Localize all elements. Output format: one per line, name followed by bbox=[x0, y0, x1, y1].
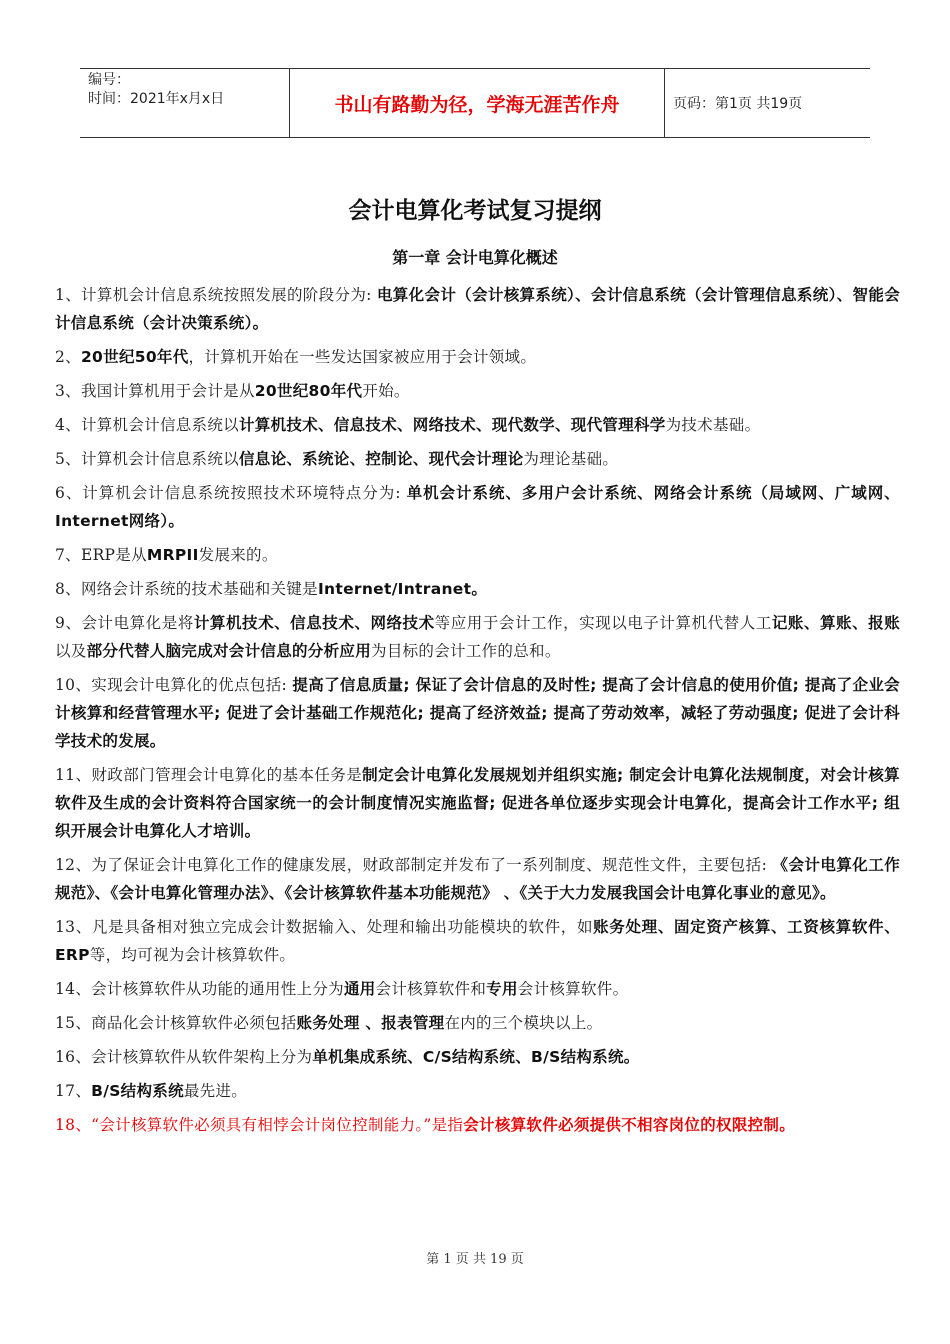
text: 发展来的。 bbox=[198, 546, 278, 564]
outline-item bbox=[55, 541, 900, 569]
bold-text: 账务处理、固定资产核算、工资核算软件、ERP bbox=[55, 918, 900, 964]
text: 14、会计核算软件从功能的通用性上分为 bbox=[55, 980, 344, 998]
outline-item bbox=[55, 281, 900, 337]
text: 9、会计电算化是将 bbox=[55, 614, 194, 632]
bold-text: 计算机技术、信息技术、网络技术 bbox=[193, 614, 435, 632]
text: 等应用于会计工作，实现以电子计算机代替人工 bbox=[434, 614, 772, 632]
outline-item bbox=[55, 445, 900, 473]
outline-item bbox=[55, 975, 900, 1003]
bold-text: 会计核算软件必须提供不相容岗位的权限控制。 bbox=[463, 1116, 796, 1134]
bold-text: 专用 bbox=[486, 980, 518, 998]
bold-text: 计算机技术、信息技术、网络技术、现代数学、现代管理科学 bbox=[238, 416, 666, 434]
text: 18、“会计核算软件必须具有相悖会计岗位控制能力。”是指 bbox=[55, 1116, 464, 1134]
text: 13、凡是具备相对独立完成会计数据输入、处理和输出功能模块的软件，如 bbox=[55, 918, 594, 936]
number-label: 编号： bbox=[88, 72, 130, 88]
text: 等，均可视为会计核算软件。 bbox=[89, 946, 296, 964]
outline-item bbox=[55, 411, 900, 439]
text: 在内的三个模块以上。 bbox=[444, 1014, 603, 1032]
bold-text: 记账、算账、报账 bbox=[771, 614, 900, 632]
outline-item bbox=[55, 851, 900, 907]
text: 会计核算软件。 bbox=[517, 980, 629, 998]
text: ，计算机开始在一些发达国家被应用于会计领域。 bbox=[188, 348, 537, 366]
outline-item bbox=[55, 671, 900, 755]
bold-text: Internet/Intranet。 bbox=[317, 580, 488, 598]
bold-text: 单机会计系统、多用户会计系统、网络会计系统（局域网、广域网、Internet网络）。 bbox=[55, 484, 900, 530]
date-label: 时间：2021年x月x日 bbox=[88, 91, 225, 107]
outline-item bbox=[55, 609, 900, 665]
bold-text: B/S结构系统 bbox=[91, 1082, 184, 1100]
text: 5、计算机会计信息系统以 bbox=[55, 450, 239, 468]
text: 17、 bbox=[55, 1082, 92, 1100]
bold-text: 制定会计电算化发展规划并组织实施; 制定会计电算化法规制度，对会计核算软件及生成的会计资料符合国家统一的会计制度情况实施监督; 促进各单位逐步实现会计电算化，提高会计工作水平; 组织开展会计电算化人才培训。 bbox=[55, 766, 900, 840]
page-footer: 第 1 页 共 19 页 bbox=[426, 1252, 524, 1267]
header-meta-cell bbox=[80, 69, 289, 137]
bold-text: MRPII bbox=[146, 546, 199, 564]
text: 为目标的会计工作的总和。 bbox=[371, 642, 561, 660]
bold-text: 电算化会计（会计核算系统）、会计信息系统（会计管理信息系统）、智能会计信息系统（会计决策系统）。 bbox=[55, 286, 900, 332]
bold-text: 提高了信息质量; 保证了会计信息的及时性; 提高了会计信息的使用价值; 提高了企业会计核算和经营管理水平; 促进了会计基础工作规范化; 提高了经济效益; 提高了劳动效率，减轻了劳动强度; 促进了会计科学技术的发展。 bbox=[55, 676, 900, 750]
bold-text: 《会计电算化工作规范》、《会计电算化管理办法》、《会计核算软件基本功能规范》 、《关于大力发展我国会计电算化事业的意见》。 bbox=[55, 856, 900, 902]
outline-item bbox=[55, 1043, 900, 1071]
text: 12、为了保证会计电算化工作的健康发展，财政部制定并发布了一系列制度、规范性文件，主要包括: bbox=[55, 856, 773, 874]
chapter-heading: 第一章 会计电算化概述 bbox=[392, 248, 558, 267]
outline-item bbox=[55, 575, 900, 603]
text: 15、商品化会计核算软件必须包括 bbox=[55, 1014, 297, 1032]
text: 最先进。 bbox=[183, 1082, 248, 1100]
outline-item bbox=[55, 1111, 900, 1139]
text: 6、计算机会计信息系统按照技术环境特点分为: bbox=[55, 484, 407, 502]
outline-body bbox=[55, 281, 900, 1145]
bold-text: 信息论、系统论、控制论、现代会计理论 bbox=[238, 450, 524, 468]
document-title: 会计电算化考试复习提纲 bbox=[348, 198, 602, 224]
text: 8、网络会计系统的技术基础和关键是 bbox=[55, 580, 318, 598]
text: 10、实现会计电算化的优点包括: bbox=[55, 676, 293, 694]
text: 11、财政部门管理会计电算化的基本任务是 bbox=[55, 766, 363, 784]
text: 7、ERP是从 bbox=[55, 546, 147, 564]
text: 2、 bbox=[55, 348, 81, 366]
bold-text: 部分代替人脑完成对会计信息的分析应用 bbox=[86, 642, 372, 660]
text: 开始。 bbox=[362, 382, 410, 400]
text: 16、会计核算软件从软件架构上分为 bbox=[55, 1048, 313, 1066]
outline-item bbox=[55, 1077, 900, 1105]
text: 3、我国计算机用于会计是从 bbox=[55, 382, 255, 400]
bold-text: 20世纪50年代 bbox=[80, 348, 189, 366]
outline-item bbox=[55, 343, 900, 371]
outline-item bbox=[55, 761, 900, 845]
bold-text: 单机集成系统、C/S结构系统、B/S结构系统。 bbox=[312, 1048, 640, 1066]
bold-text: 账务处理 、报表管理 bbox=[296, 1014, 445, 1032]
page-info: 页码：第1页 共19页 bbox=[673, 96, 803, 112]
bold-text: 20世纪80年代 bbox=[254, 382, 363, 400]
text: 以及 bbox=[55, 642, 87, 660]
motto: 书山有路勤为径，学海无涯苦作舟 bbox=[289, 69, 665, 137]
text: 为技术基础。 bbox=[665, 416, 761, 434]
header-table bbox=[80, 68, 870, 138]
text: 为理论基础。 bbox=[523, 450, 619, 468]
text: 会计核算软件和 bbox=[375, 980, 487, 998]
text: 1、计算机会计信息系统按照发展的阶段分为: bbox=[55, 286, 377, 304]
text: 4、计算机会计信息系统以 bbox=[55, 416, 239, 434]
outline-item bbox=[55, 913, 900, 969]
outline-item bbox=[55, 377, 900, 405]
bold-text: 通用 bbox=[343, 980, 376, 998]
outline-item bbox=[55, 479, 900, 535]
outline-item bbox=[55, 1009, 900, 1037]
